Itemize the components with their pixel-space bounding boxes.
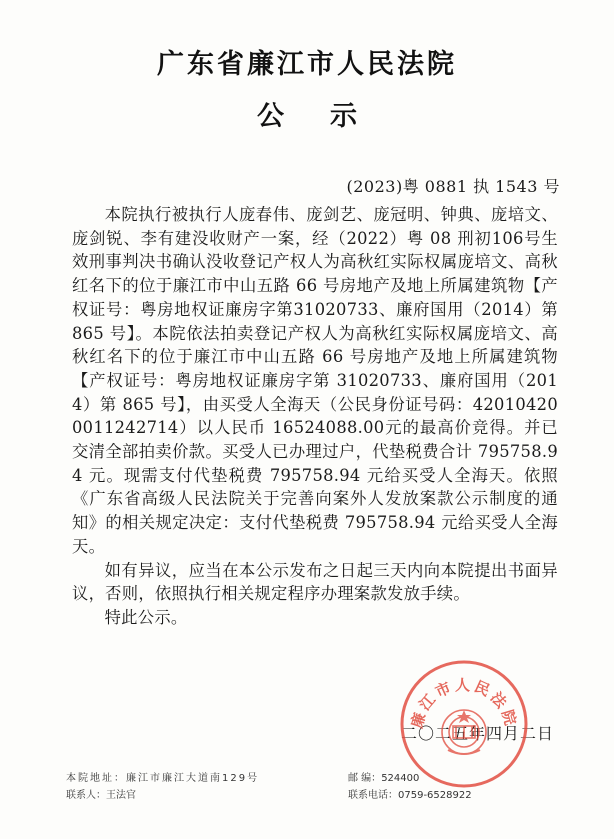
footer-address: 本院地址：廉江市廉江大道南129号 xyxy=(66,773,260,784)
national-emblem-icon xyxy=(442,710,486,754)
body-paragraph-closing: 特此公示。 xyxy=(104,607,188,627)
body-paragraph-main: 本院执行被执行人庞春伟、庞剑艺、庞冠明、钟典、庞培文、庞剑锐、李有建没收财产一案，经（2022）粤 08 刑初106号生效刑事判决书确认没收登记产权人为高秋红实际权属庞培文、高秋红名下的位于廉江市中山五路 66 号房地产及地上所属建筑物【产权证号：粤房地权证廉房字第31020733、廉府国用（2014）第 865 号】。本院依法拍卖登记产权人为高秋红实际权属庞培文、高秋红名下的位于廉江市中山五路 66 号房地产及地上所属建筑物【产权证号：粤房地权证廉房字第 31020733、廉府国用（2014）第 865 号】，由买受人全海天（公民身份证号码：420104200011242714）以人民币 16524088.00元的最高价竞得。并已交清全部拍卖价款。买受人已办理过户，代垫税费合计 795758.94 元。现需支付代垫税费 795758.94 元给买受人全海天。依照《广东省高级人民法院关于完善向案外人发放案款公示制度的通知》的相关规定决定：支付代垫税费 795758.94 元给买受人全海天。 xyxy=(72,205,558,556)
notice-title: 公示 xyxy=(257,101,403,132)
footer-contact: 联系人：王法官 xyxy=(66,790,136,801)
case-number: (2023)粤 0881 执 1543 号 xyxy=(346,177,560,196)
court-title: 广东省廉江市人民法院 xyxy=(157,49,457,80)
footer-phone: 联系电话：0759-6528922 xyxy=(348,790,472,801)
issue-date: 二〇二五年四月二日 xyxy=(400,724,554,743)
seal-text: 廉江市人民法院 xyxy=(407,676,521,731)
notice-body xyxy=(72,203,558,630)
footer xyxy=(66,769,586,803)
body-paragraph-objection: 如有异议，应当在本公示发布之日起三天内向本院提出书面异议，否则，依照执行相关规定程序办理案款发放手续。 xyxy=(72,560,558,604)
footer-postcode: 邮 编：524400 xyxy=(348,773,420,784)
